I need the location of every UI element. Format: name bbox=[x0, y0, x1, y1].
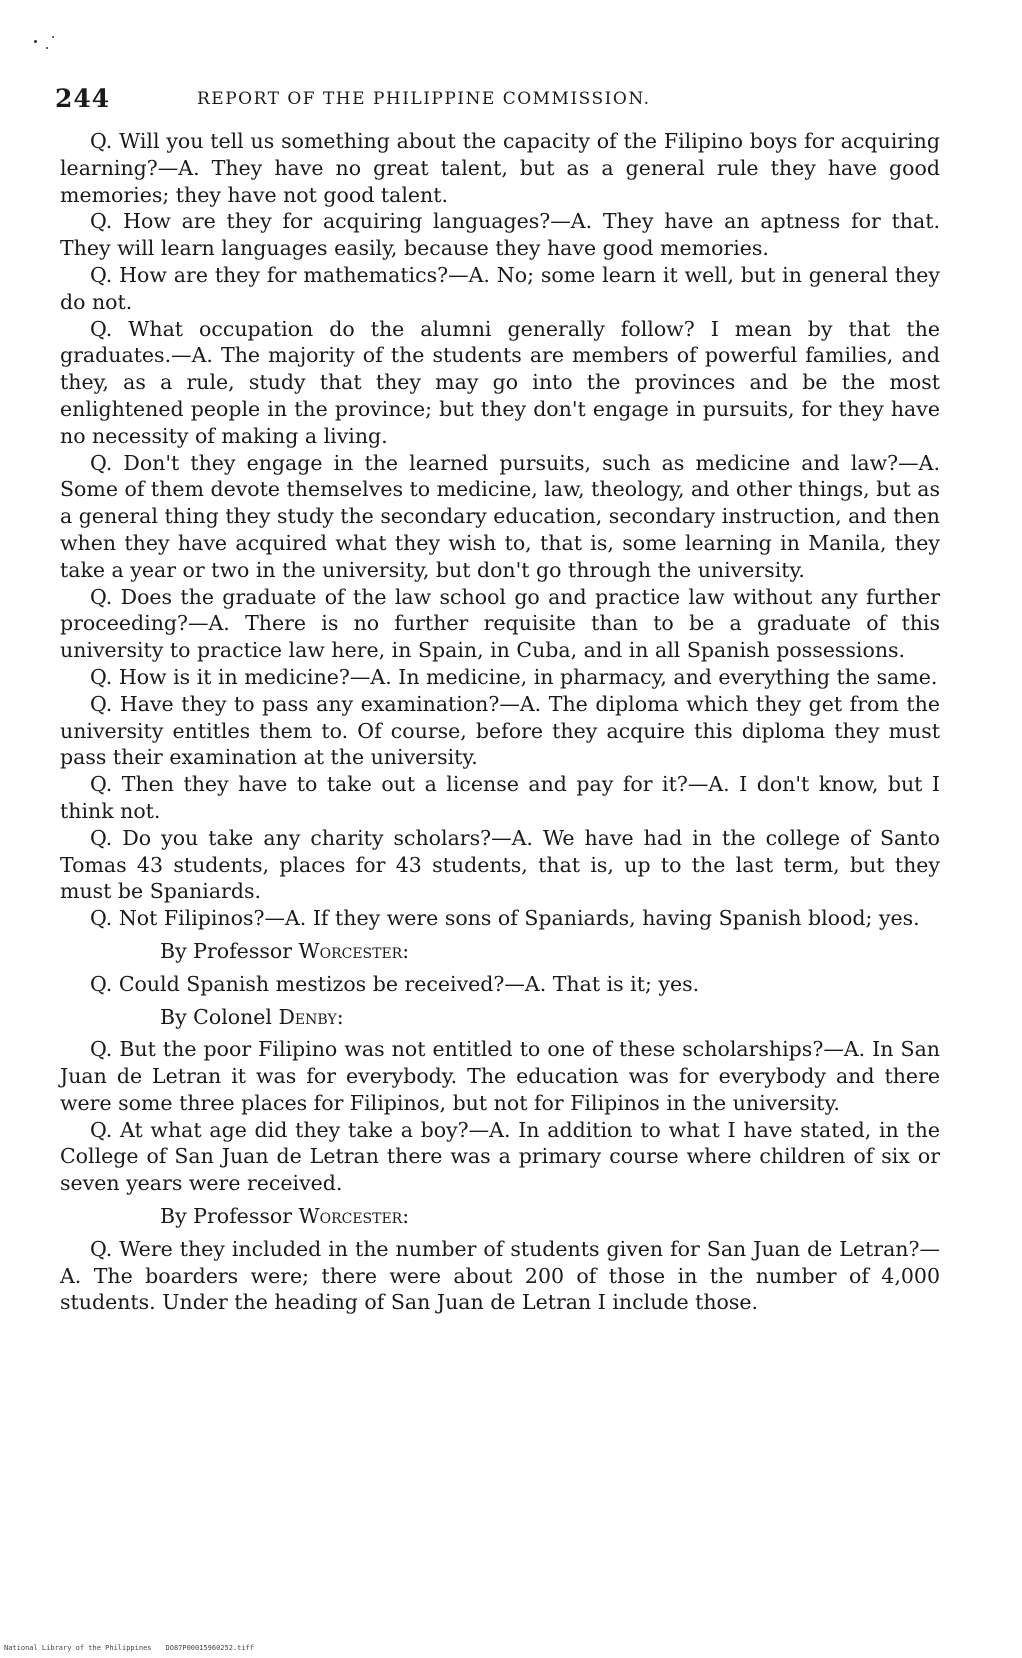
paragraph: Q. Not Filipinos?—A. If they were sons of Spaniards, having Spanish blood; yes. bbox=[90, 906, 920, 931]
paragraph: Q. How are they for acquiring languages?—A. They have an aptness for that. They will learn languages easily, because they have good memories. bbox=[60, 209, 940, 261]
speaker-suffix: : bbox=[336, 1004, 344, 1029]
paragraph: Q. How are they for mathematics?—A. No; some learn it well, but in general they do not. bbox=[60, 262, 940, 314]
paragraph: Q. Have they to pass any examination?—A. The diploma which they get from the university entitles them to. Of course, before they acquire this diploma they must pass their examination at the university. bbox=[60, 691, 940, 770]
speaker-name: Worcester bbox=[298, 1204, 403, 1229]
speaker-prefix: By Colonel bbox=[160, 1004, 279, 1029]
speaker-name: Denby bbox=[278, 1004, 337, 1029]
scan-speck bbox=[34, 40, 37, 43]
speaker-heading bbox=[160, 1203, 940, 1230]
speaker-name: Worcester bbox=[298, 938, 403, 963]
scan-speck bbox=[52, 36, 54, 38]
body-text bbox=[60, 128, 940, 1316]
paragraph: Q. Don't they engage in the learned pursuits, such as medicine and law?—A. Some of them devote themselves to medicine, law, theology, and other things, but as a general thing they study the secondary education, secondary instruction, and then when they have acquired what they wish to, that is, some learning in Manila, they take a year or two in the university, but don't go through the university. bbox=[60, 450, 940, 582]
paragraph: Q. Do you take any charity scholars?—A. We have had in the college of Santo Tomas 43 students, places for 43 students, that is, up to the last term, but they must be Spaniards. bbox=[60, 825, 940, 904]
speaker-prefix: By Professor bbox=[160, 938, 299, 963]
paragraph: Q. Will you tell us something about the capacity of the Filipino boys for acquiring learning?—A. They have no great talent, but as a general rule they have good memories; they have not good talent. bbox=[60, 129, 940, 207]
speaker-prefix: By Professor bbox=[160, 1204, 299, 1229]
speaker-suffix: : bbox=[402, 938, 410, 963]
page-header bbox=[55, 84, 755, 120]
speaker-heading bbox=[160, 938, 940, 965]
scan-footer bbox=[4, 1644, 254, 1652]
file-name: DO87P00015960252.tiff bbox=[165, 1644, 255, 1652]
scan-speck bbox=[46, 47, 48, 49]
speaker-suffix: : bbox=[402, 1204, 410, 1229]
page-number: 244 bbox=[55, 84, 111, 113]
paragraph: Q. Were they included in the number of students given for San Juan de Letran?—A. The boarders were; there were about 200 of those in the number of 4,000 students. Under the heading of San Juan de Letran I include those. bbox=[60, 1236, 940, 1315]
running-head: REPORT OF THE PHILIPPINE COMMISSION. bbox=[197, 89, 651, 109]
paragraph: Q. Could Spanish mestizos be received?—A. That is it; yes. bbox=[90, 971, 700, 996]
paragraph: Q. Then they have to take out a license and pay for it?—A. I don't know, but I think not. bbox=[60, 772, 940, 823]
paragraph: Q. At what age did they take a boy?—A. In addition to what I have stated, in the College of San Juan de Letran there was a primary course where children of six or seven years were received. bbox=[60, 1117, 940, 1196]
paragraph: Q. But the poor Filipino was not entitled to one of these scholarships?—A. In San Juan de Letran it was for everybody. The education was for everybody and there were some three places for Filipinos, but not for Filipinos in the university. bbox=[60, 1037, 940, 1115]
paragraph: Q. Does the graduate of the law school go and practice law without any further proceeding?—A. There is no further requisite than to be a graduate of this university to practice law here, in Spain, in Cuba, and in all Spanish possessions. bbox=[60, 584, 940, 663]
paragraph: Q. How is it in medicine?—A. In medicine, in pharmacy, and everything the same. bbox=[90, 664, 938, 689]
speaker-heading bbox=[160, 1004, 940, 1031]
library-credit: National Library of the Philippines bbox=[4, 1644, 152, 1652]
paragraph: Q. What occupation do the alumni generally follow? I mean by that the graduates.—A. The majority of the students are members of powerful families, and they, as a rule, study that they may go into the provinces and be the most enlightened people in the province; but they don't engage in pursuits, for they have no necessity of making a living. bbox=[60, 316, 940, 448]
